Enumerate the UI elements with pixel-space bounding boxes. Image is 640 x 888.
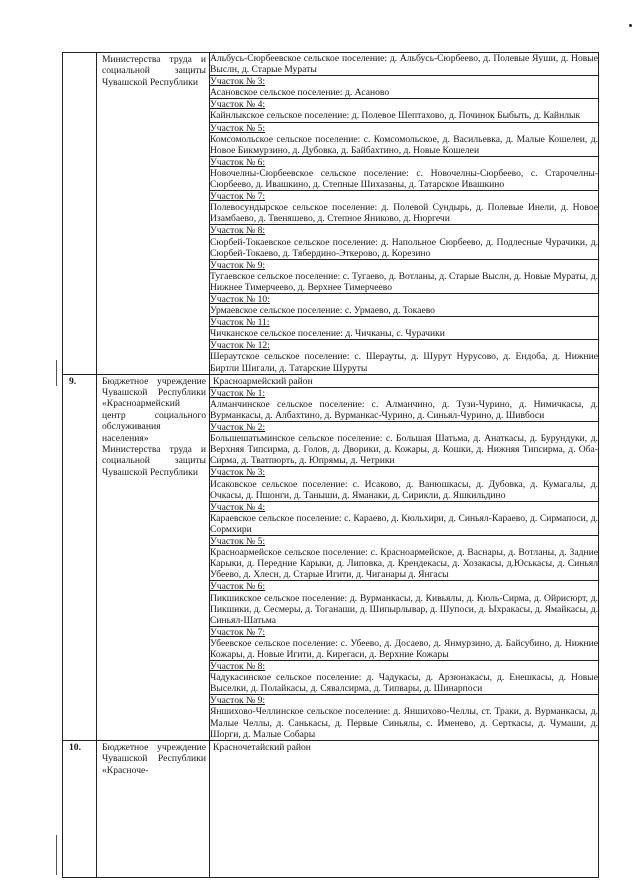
section-heading: Участок № 6: bbox=[210, 156, 266, 168]
section-heading: Участок № 4: bbox=[210, 501, 266, 513]
distribution-table bbox=[62, 52, 599, 878]
district-name: Красноармейский район bbox=[210, 374, 599, 387]
settlement-list: Пикшикское сельское поселение: д. Вурманкасы, д. Кивьялы, д. Кюль-Сирма, д. Ойрисюрт, д. Пикшики, д. Сесмеры, д. Тоганаши, д. Шипырлывар, д. Шупоси, д. Ыхракасы, д. Ямайкасы, д. Синьял-Шатьма bbox=[210, 592, 598, 626]
section-heading: Участок № 5: bbox=[210, 122, 266, 134]
row-number: 9. bbox=[63, 374, 97, 740]
section-heading: Участок № 2: bbox=[210, 422, 266, 434]
row-number bbox=[63, 53, 97, 375]
settlement-list: Чадукасинское сельское поселение: д. Чадукасы, д. Арзюнакасы, д. Енешкасы, д. Новые Выселки, д. Полайкасы, д. Сявалсирма, д. Типвары, д. Шинарпоси bbox=[210, 672, 598, 695]
section-cell bbox=[210, 259, 599, 293]
settlement-list: Яншихово-Челлинское сельское поселение: д. Яншихово-Челлы, ст. Траки, д. Вурманкасы, д. Малые Челлы, д. Санькасы, д. Первые Синьялы, с. Именево, д. Серткасы, д. Чумаши, д. Шорги, д. Малые Собары bbox=[210, 706, 598, 740]
section-heading: Участок № 10: bbox=[210, 293, 270, 305]
settlement-list: Кайнлыкское сельское поселение: д. Полевое Шептахово, д. Починок Быбыть, д. Кайнлык bbox=[210, 110, 581, 122]
settlement-list: Убеевское сельское поселение: с. Убеево, д. Досаево, д. Янмурзино, д. Байсубино, д. Нижние Кожары, д. Новые Игити, д. Кирегаси, д. Верхние Кожары bbox=[210, 637, 598, 660]
section-cell bbox=[210, 76, 599, 99]
section-cell bbox=[210, 156, 599, 190]
settlement-list: Сюрбей-Токаевское сельское поселение: д. Напольное Сюрбеево, д. Подлесные Чурачики, д. Сюрбей-Токаево, д. Тябердино-Эткерово, д. Корезино bbox=[210, 236, 598, 259]
organization-name: Министерства труда и социальной защиты Чувашской Республики bbox=[97, 53, 210, 375]
section-heading: Участок № 7: bbox=[210, 191, 266, 203]
section-heading: Участок № 6: bbox=[210, 581, 266, 593]
section-heading: Участок № 12: bbox=[210, 340, 270, 352]
section-cell bbox=[210, 695, 599, 740]
section-cell bbox=[210, 340, 599, 374]
section-heading: Участок № 5: bbox=[210, 536, 266, 548]
settlement-list: Асановское сельское поселение: д. Асаново bbox=[210, 87, 390, 99]
settlement-list: Альбусь-Сюрбеевское сельское поселение: д. Альбусь-Сюрбеево, д. Полевые Яуши, д. Новые Выслн, д. Старые Мураты bbox=[210, 53, 598, 76]
section-cell bbox=[210, 293, 599, 316]
district-name: Красночетайский район bbox=[210, 740, 599, 877]
section-cell bbox=[210, 99, 599, 122]
settlement-list: Исаковское сельское поселение: с. Исаково, д. Ванюшкасы, д. Дубовка, д. Кумагалы, д. Очкасы, д. Пшонги, д. Таныши, д. Яманаки, д. Сирикли, д. Яшкильдино bbox=[210, 478, 598, 501]
section-heading: Участок № 8: bbox=[210, 225, 266, 237]
settlement-list: Полевосундырское сельское поселение: д. Полевой Сундырь, д. Полевые Инели, д. Новое Изамбаево, д. Твеняшево, д. Степное Яниково, д. Нюргечи bbox=[210, 202, 598, 225]
settlement-list: Красноармейское сельское поселение: с. Красноармейское, д. Васнары, д. Вотланы, д. Задние Карыки, д. Передние Карыки, д. Липовка, д. Крендекасы, д. Хозакасы, д.Юськасы, д. Синьял Убеево, д. Хлесн, д. Старые Игити, д. Чиганары д. Янгасы bbox=[210, 547, 598, 581]
scan-mark bbox=[56, 835, 57, 875]
section-cell bbox=[210, 581, 599, 626]
settlement-list: Караевское сельское поселение: с. Караево, д. Кюльхири, д. Синьял-Караево, д. Сирмапоси, д. Сормхири bbox=[210, 512, 598, 535]
scan-mark bbox=[56, 360, 57, 386]
settlement-list: Большешатьминское сельское поселение: с. Большая Шатьма, д. Анаткасы, д. Бурундуки, д. Верхняя Типсирма, д. Голов, д. Дворики, д. Кожары, д. Кошки, д. Нижняя Типсирма, д. Оба-Сирма, д. Тватпюрть, д. Юпрямы, д. Четрики bbox=[210, 433, 598, 467]
settlement-list: Шераутское сельское поселение: с. Шерауты, д. Шурут Нурусово, д. Ендоба, д. Нижние Биртли Шигали, д. Татарские Шуруты bbox=[210, 351, 598, 374]
section-heading: Участок № 7: bbox=[210, 626, 266, 638]
section-cell bbox=[210, 467, 599, 501]
scan-speck bbox=[629, 24, 632, 27]
section-heading: Участок № 3: bbox=[210, 467, 266, 479]
organization-name: Бюджетное учреждение Чувашской Республики «Красноармейский центр социального обслуживания населения» Министерства труда и социальной защиты Чувашской Республики bbox=[97, 374, 210, 740]
section-cell bbox=[210, 626, 599, 660]
section-cell bbox=[210, 225, 599, 259]
section-cell bbox=[210, 501, 599, 535]
section-heading: Участок № 3: bbox=[210, 76, 266, 88]
table-row bbox=[63, 53, 599, 76]
settlement-list: Урмаевское сельское поселение: с. Урмаево, д. Токаево bbox=[210, 305, 435, 317]
section-cell bbox=[210, 122, 599, 156]
settlement-list: Чичканское сельское поселение: д. Чичканы, с. Чурачики bbox=[210, 328, 445, 340]
section-heading: Участок № 11: bbox=[210, 317, 270, 329]
settlement-list: Алманчинское сельское поселение: с. Алманчино, д. Тузи-Чурино, д. Нимичкасы, д. Вурманкасы, д. Албахтино, д. Вурманкас-Чурино, д. Синьял-Чурино, д. Шивбоси bbox=[210, 398, 598, 422]
settlement-list: Новочелны-Сюрбеевское сельское поселение: с. Новочелны-Сюрбеево, с. Старочелны-Сюрбеево, д. Ивашкино, д. Степные Шихазаны, д. Татарское Ивашкино bbox=[210, 167, 598, 191]
section-heading: Участок № 9: bbox=[210, 695, 266, 707]
section-cell bbox=[210, 661, 599, 695]
section-heading: Участок № 9: bbox=[210, 259, 266, 271]
organization-name: Бюджетное учреждение Чувашской Республики «Красноче- bbox=[97, 740, 210, 877]
section-heading: Участок № 4: bbox=[210, 99, 266, 111]
table-row bbox=[63, 740, 599, 877]
section-cell bbox=[210, 317, 599, 340]
section-cell bbox=[210, 422, 599, 467]
table-row bbox=[63, 374, 599, 387]
section-cell bbox=[210, 191, 599, 225]
section-heading: Участок № 8: bbox=[210, 661, 266, 673]
section-cell bbox=[210, 53, 599, 76]
section-cell bbox=[210, 387, 599, 421]
section-heading: Участок № 1: bbox=[210, 387, 266, 399]
section-cell bbox=[210, 536, 599, 581]
settlement-list: Комсомольское сельское поселение: с. Комсомольское, д. Васильевка, д. Малые Кошелеи, д. Новое Бикмурзино, д. Дубовка, д. Байбахтино, д. Новые Кошелеи bbox=[210, 133, 598, 156]
row-number: 10. bbox=[63, 740, 97, 877]
settlement-list: Тугаевское сельское поселение: с. Тугаево, д. Вотланы, д. Старые Выслн, д. Новые Мураты, д. Нижнее Тимерчеево, д. Верхнее Тимерчеево bbox=[210, 270, 598, 293]
